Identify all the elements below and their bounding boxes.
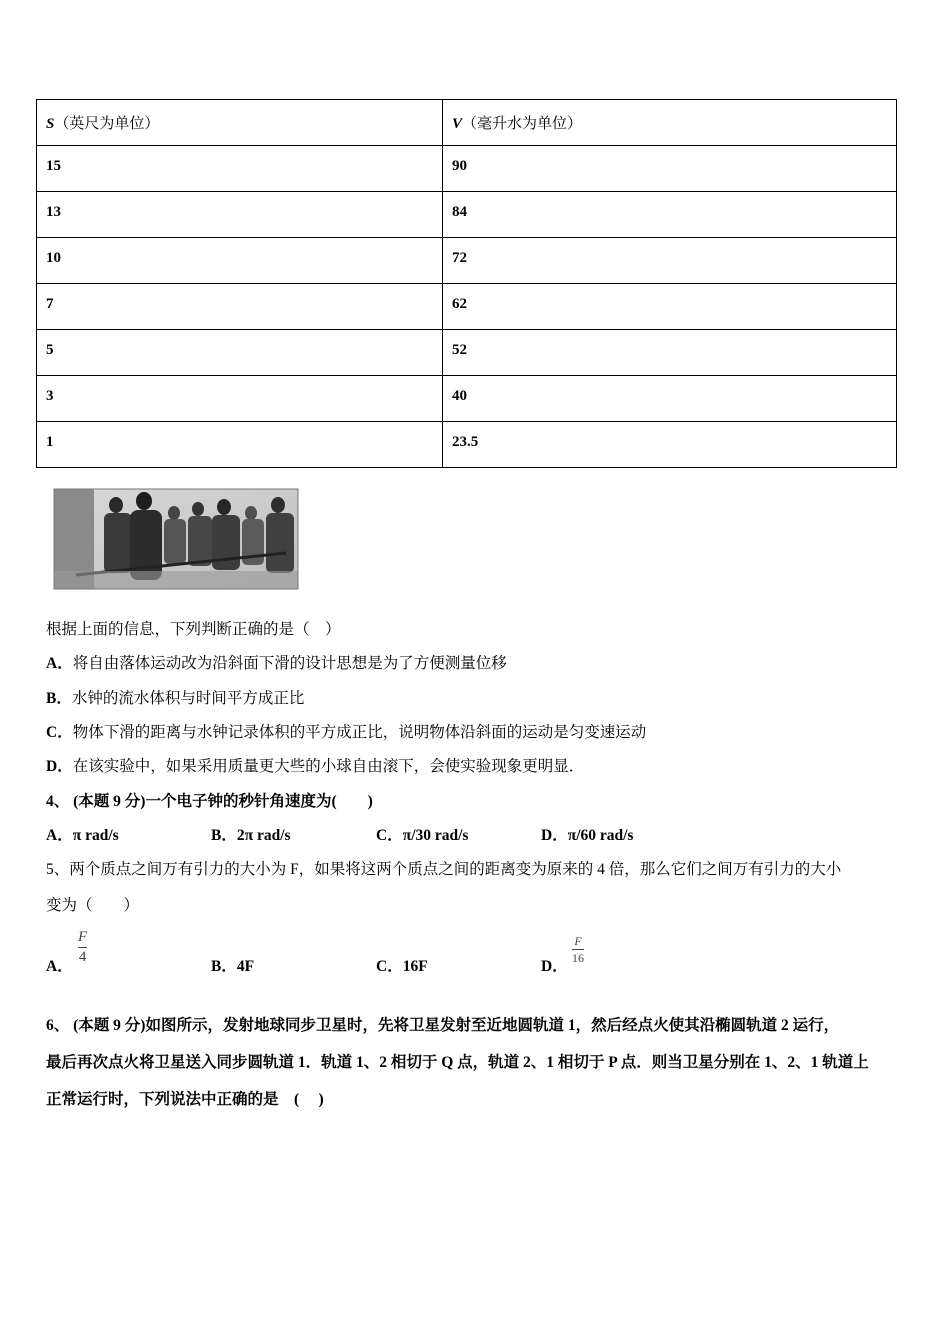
table-cell: 52 <box>443 330 897 376</box>
q5-stem-line2: 变为（ ） <box>46 897 140 914</box>
q5-option-b <box>211 954 254 976</box>
table-cell: 13 <box>37 192 443 238</box>
table-cell: 7 <box>37 284 443 330</box>
option-text: π rad/s <box>72 827 119 844</box>
q5-option-d-fraction <box>572 934 584 965</box>
fraction-bar <box>572 949 584 950</box>
data-table <box>36 99 897 468</box>
option-text: 在该实验中，如果采用质量更大些的小球自由滚下，会使实验现象更明显． <box>72 758 585 775</box>
table-cell: 3 <box>37 376 443 422</box>
option-label: B． <box>211 827 237 844</box>
table-row <box>37 330 897 376</box>
table-cell: 84 <box>443 192 897 238</box>
q3-stem: 根据上面的信息，下列判断正确的是（ ） <box>46 621 341 638</box>
option-label: B． <box>46 690 72 707</box>
q5-option-a-label: A． <box>46 958 73 975</box>
q5-stem-line1: 5、两个质点之间万有引力的大小为 F，如果将这两个质点之间的距离变为原来的 4 倍，那么它们之间万有引力的大小 <box>46 861 842 878</box>
header-var-s: S <box>46 116 55 132</box>
table-cell: 40 <box>443 376 897 422</box>
option-text: π/30 rad/s <box>402 827 469 844</box>
table-row <box>37 238 897 284</box>
q4-stem: 4、 (本题 9 分)一个电子钟的秒针角速度为( ) <box>46 793 373 810</box>
option-label: B． <box>211 958 237 975</box>
q5-option-d-label: D． <box>541 958 568 975</box>
table-row <box>37 376 897 422</box>
option-label: A． <box>46 655 73 672</box>
q3-option-c <box>46 720 646 742</box>
q6-line2: 最后再次点火将卫星送入同步圆轨道 1．轨道 1、2 相切于 Q 点，轨道 2、1 相切于 P 点．则当卫星分别在 1、2、1 轨道上 <box>46 1054 869 1071</box>
historical-photo <box>46 483 308 593</box>
table-row <box>37 422 897 468</box>
table-row <box>37 192 897 238</box>
table-cell: 10 <box>37 238 443 284</box>
option-text: 2π rad/s <box>236 827 291 844</box>
option-text: π/60 rad/s <box>567 827 634 844</box>
option-label: D． <box>46 758 73 775</box>
q4-option-a <box>46 823 119 845</box>
q3-option-a <box>46 651 507 673</box>
q4-option-b <box>211 823 291 845</box>
table-row <box>37 284 897 330</box>
q6-line3: 正常运行时，下列说法中正确的是 ( ) <box>46 1091 324 1108</box>
option-text: 16F <box>402 958 428 975</box>
table-cell: 72 <box>443 238 897 284</box>
option-label: C． <box>376 958 403 975</box>
header-cell-s <box>37 100 443 146</box>
header-cell-v <box>443 100 897 146</box>
option-label: A． <box>46 827 73 844</box>
table-cell: 62 <box>443 284 897 330</box>
option-label: C． <box>46 724 73 741</box>
table-row <box>37 146 897 192</box>
option-text: 将自由落体运动改为沿斜面下滑的设计思想是为了方便测量位移 <box>72 655 507 672</box>
header-unit-v: （毫升水为单位） <box>462 116 583 132</box>
q4-option-d <box>541 823 633 845</box>
table-cell: 23.5 <box>443 422 897 468</box>
table-cell: 5 <box>37 330 443 376</box>
q5-option-c <box>376 954 428 976</box>
option-label: D． <box>541 827 568 844</box>
table-cell: 90 <box>443 146 897 192</box>
option-text: 物体下滑的距离与水钟记录体积的平方成正比，说明物体沿斜面的运动是匀变速运动 <box>72 724 647 741</box>
fraction-denominator: 4 <box>78 949 87 965</box>
q3-option-d <box>46 754 584 776</box>
fraction-numerator: F <box>78 929 88 945</box>
q4-option-c <box>376 823 468 845</box>
q5-option-a-fraction <box>78 928 87 965</box>
header-unit-s: （英尺为单位） <box>54 116 160 132</box>
q6-line1: 6、 (本题 9 分)如图所示，发射地球同步卫星时，先将卫星发射至近地圆轨道 1，然后经点火使其沿椭圆轨道 2 运行， <box>46 1017 840 1034</box>
option-text: 水钟的流水体积与时间平方成正比 <box>71 690 305 707</box>
table-header-row <box>37 100 897 146</box>
table-cell: 1 <box>37 422 443 468</box>
fraction-numerator: F <box>574 934 582 948</box>
q3-option-b <box>46 686 304 708</box>
option-label: C． <box>376 827 403 844</box>
option-text: 4F <box>236 958 255 975</box>
header-var-v: V <box>452 116 463 132</box>
fraction-bar <box>78 947 87 948</box>
fraction-denominator: 16 <box>572 951 584 965</box>
table-cell: 15 <box>37 146 443 192</box>
